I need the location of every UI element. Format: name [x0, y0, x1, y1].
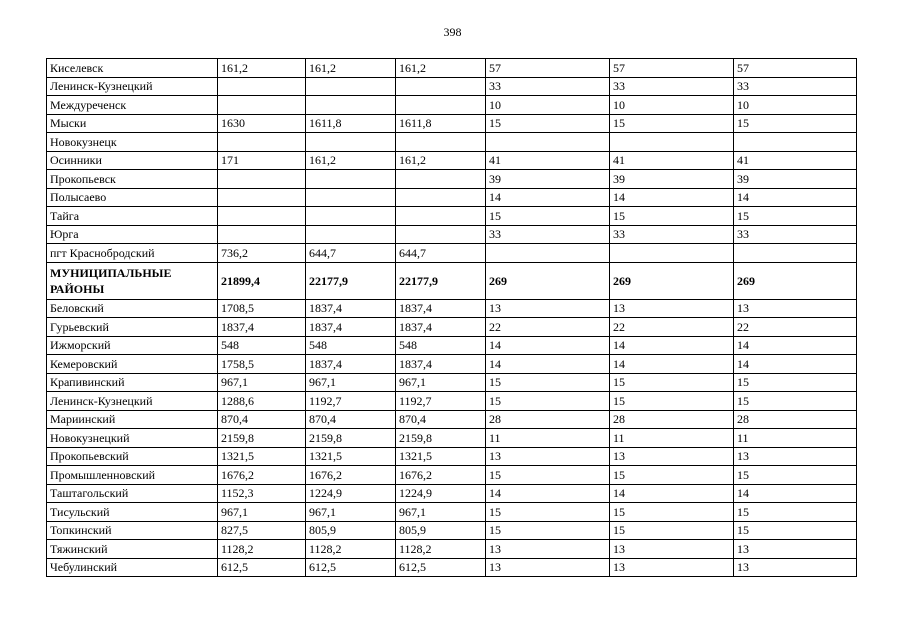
- value-cell-1: [218, 207, 306, 226]
- value-cell-5: 28: [610, 410, 734, 429]
- value-cell-6: 39: [734, 170, 857, 189]
- value-cell-5: 57: [610, 59, 734, 78]
- value-cell-6: [734, 133, 857, 152]
- value-cell-3: 612,5: [396, 558, 486, 577]
- value-cell-2: 161,2: [306, 59, 396, 78]
- value-cell-3: 1611,8: [396, 114, 486, 133]
- value-cell-2: [306, 207, 396, 226]
- value-cell-1: 1758,5: [218, 355, 306, 374]
- table-row: [47, 77, 857, 96]
- district-name-cell: Ижморский: [47, 336, 218, 355]
- value-cell-6: 33: [734, 77, 857, 96]
- district-name-cell: Прокопьевский: [47, 447, 218, 466]
- value-cell-2: 1224,9: [306, 484, 396, 503]
- value-cell-5: 41: [610, 151, 734, 170]
- table-row: [47, 503, 857, 522]
- value-cell-2: 1611,8: [306, 114, 396, 133]
- value-cell-2: [306, 188, 396, 207]
- district-name-cell: Прокопьевск: [47, 170, 218, 189]
- value-cell-4: 39: [486, 170, 610, 189]
- value-cell-1: [218, 133, 306, 152]
- value-cell-6: 15: [734, 114, 857, 133]
- district-name-cell: Таштагольский: [47, 484, 218, 503]
- value-cell-4: [486, 133, 610, 152]
- value-cell-1: 1128,2: [218, 540, 306, 559]
- value-cell-4: 10: [486, 96, 610, 115]
- value-cell-2: 548: [306, 336, 396, 355]
- table-row: [47, 466, 857, 485]
- value-cell-6: 15: [734, 392, 857, 411]
- value-cell-4: 15: [486, 392, 610, 411]
- district-name-cell: Промышленновский: [47, 466, 218, 485]
- value-cell-3: 1837,4: [396, 299, 486, 318]
- value-cell-1: 2159,8: [218, 429, 306, 448]
- table-row: [47, 96, 857, 115]
- table-row: [47, 373, 857, 392]
- value-cell-4: 33: [486, 77, 610, 96]
- district-name-cell: Ленинск-Кузнецкий: [47, 392, 218, 411]
- value-cell-1: 1837,4: [218, 318, 306, 337]
- value-cell-2: [306, 133, 396, 152]
- value-cell-3: 1224,9: [396, 484, 486, 503]
- value-cell-1: 21899,4: [218, 262, 306, 299]
- table-row: [47, 540, 857, 559]
- table-row: [47, 392, 857, 411]
- value-cell-5: 14: [610, 336, 734, 355]
- data-table: [46, 58, 857, 577]
- value-cell-1: [218, 96, 306, 115]
- value-cell-4: 22: [486, 318, 610, 337]
- district-name-cell: Междуреченск: [47, 96, 218, 115]
- table-row: [47, 355, 857, 374]
- table-row: [47, 133, 857, 152]
- value-cell-2: 805,9: [306, 521, 396, 540]
- district-name-cell: Крапивинский: [47, 373, 218, 392]
- value-cell-2: 2159,8: [306, 429, 396, 448]
- value-cell-2: 967,1: [306, 503, 396, 522]
- table-row: [47, 188, 857, 207]
- value-cell-1: [218, 77, 306, 96]
- value-cell-4: 33: [486, 225, 610, 244]
- value-cell-3: 1837,4: [396, 355, 486, 374]
- value-cell-4: 15: [486, 503, 610, 522]
- value-cell-1: [218, 170, 306, 189]
- district-name-cell: Тайга: [47, 207, 218, 226]
- value-cell-2: 1321,5: [306, 447, 396, 466]
- value-cell-3: [396, 77, 486, 96]
- value-cell-4: 15: [486, 466, 610, 485]
- table-row: [47, 299, 857, 318]
- value-cell-4: 15: [486, 521, 610, 540]
- value-cell-4: 28: [486, 410, 610, 429]
- table-body: [47, 59, 857, 577]
- table-row: [47, 558, 857, 577]
- value-cell-6: 13: [734, 540, 857, 559]
- value-cell-5: 15: [610, 373, 734, 392]
- value-cell-2: 612,5: [306, 558, 396, 577]
- value-cell-5: 15: [610, 114, 734, 133]
- value-cell-3: 1192,7: [396, 392, 486, 411]
- district-name-cell: Мыски: [47, 114, 218, 133]
- value-cell-4: 14: [486, 355, 610, 374]
- value-cell-6: 14: [734, 484, 857, 503]
- district-name-cell: Киселевск: [47, 59, 218, 78]
- value-cell-5: 15: [610, 392, 734, 411]
- value-cell-5: 14: [610, 355, 734, 374]
- value-cell-4: 14: [486, 188, 610, 207]
- value-cell-3: 161,2: [396, 59, 486, 78]
- district-name-cell: Гурьевский: [47, 318, 218, 337]
- value-cell-6: 15: [734, 466, 857, 485]
- table-row: [47, 336, 857, 355]
- value-cell-1: 1708,5: [218, 299, 306, 318]
- table-row: [47, 318, 857, 337]
- value-cell-2: 1676,2: [306, 466, 396, 485]
- value-cell-6: 269: [734, 262, 857, 299]
- value-cell-1: 1288,6: [218, 392, 306, 411]
- value-cell-3: [396, 188, 486, 207]
- district-name-cell: Чебулинский: [47, 558, 218, 577]
- district-name-cell: Новокузнецк: [47, 133, 218, 152]
- table-row: [47, 244, 857, 263]
- value-cell-2: 870,4: [306, 410, 396, 429]
- value-cell-2: 967,1: [306, 373, 396, 392]
- value-cell-2: [306, 225, 396, 244]
- value-cell-5: [610, 244, 734, 263]
- value-cell-4: 15: [486, 373, 610, 392]
- value-cell-4: 269: [486, 262, 610, 299]
- district-name-cell: Мариинский: [47, 410, 218, 429]
- table-row: [47, 114, 857, 133]
- value-cell-6: 15: [734, 503, 857, 522]
- value-cell-1: 1321,5: [218, 447, 306, 466]
- value-cell-4: 13: [486, 540, 610, 559]
- section-header-row: [47, 262, 857, 299]
- value-cell-2: [306, 170, 396, 189]
- value-cell-4: 57: [486, 59, 610, 78]
- value-cell-4: 14: [486, 336, 610, 355]
- value-cell-5: 10: [610, 96, 734, 115]
- value-cell-3: 1837,4: [396, 318, 486, 337]
- page-number: 398: [443, 25, 462, 39]
- value-cell-2: 161,2: [306, 151, 396, 170]
- value-cell-4: 13: [486, 447, 610, 466]
- value-cell-3: [396, 96, 486, 115]
- value-cell-6: 57: [734, 59, 857, 78]
- value-cell-6: 14: [734, 336, 857, 355]
- value-cell-1: 171: [218, 151, 306, 170]
- table-row: [47, 225, 857, 244]
- value-cell-3: [396, 225, 486, 244]
- value-cell-3: 1676,2: [396, 466, 486, 485]
- value-cell-3: [396, 170, 486, 189]
- district-name-cell: Ленинск-Кузнецкий: [47, 77, 218, 96]
- value-cell-6: [734, 244, 857, 263]
- value-cell-5: 13: [610, 540, 734, 559]
- table-row: [47, 521, 857, 540]
- district-name-cell: МУНИЦИПАЛЬНЫЕ РАЙОНЫ: [47, 262, 218, 299]
- value-cell-6: 15: [734, 373, 857, 392]
- value-cell-6: 15: [734, 207, 857, 226]
- value-cell-2: 1837,4: [306, 355, 396, 374]
- value-cell-5: 13: [610, 299, 734, 318]
- value-cell-1: 967,1: [218, 503, 306, 522]
- value-cell-4: 15: [486, 207, 610, 226]
- value-cell-4: 13: [486, 299, 610, 318]
- value-cell-3: 967,1: [396, 373, 486, 392]
- value-cell-4: 41: [486, 151, 610, 170]
- district-name-cell: Кемеровский: [47, 355, 218, 374]
- table-row: [47, 410, 857, 429]
- table-row: [47, 151, 857, 170]
- value-cell-2: 1128,2: [306, 540, 396, 559]
- table-row: [47, 447, 857, 466]
- value-cell-3: 1128,2: [396, 540, 486, 559]
- value-cell-6: 33: [734, 225, 857, 244]
- value-cell-1: 161,2: [218, 59, 306, 78]
- value-cell-3: [396, 133, 486, 152]
- value-cell-2: 1837,4: [306, 299, 396, 318]
- value-cell-3: 1321,5: [396, 447, 486, 466]
- value-cell-2: [306, 77, 396, 96]
- value-cell-5: 13: [610, 447, 734, 466]
- value-cell-1: 967,1: [218, 373, 306, 392]
- value-cell-6: 14: [734, 188, 857, 207]
- table-row: [47, 429, 857, 448]
- district-name-cell: пгт Краснобродский: [47, 244, 218, 263]
- value-cell-3: [396, 207, 486, 226]
- value-cell-4: 14: [486, 484, 610, 503]
- value-cell-6: 13: [734, 558, 857, 577]
- value-cell-3: 967,1: [396, 503, 486, 522]
- value-cell-5: 14: [610, 188, 734, 207]
- value-cell-3: 2159,8: [396, 429, 486, 448]
- value-cell-6: 15: [734, 521, 857, 540]
- value-cell-5: 15: [610, 521, 734, 540]
- value-cell-1: [218, 225, 306, 244]
- value-cell-2: 22177,9: [306, 262, 396, 299]
- value-cell-4: [486, 244, 610, 263]
- value-cell-1: 612,5: [218, 558, 306, 577]
- district-name-cell: Тяжинский: [47, 540, 218, 559]
- value-cell-5: 11: [610, 429, 734, 448]
- district-name-cell: Осинники: [47, 151, 218, 170]
- value-cell-4: 13: [486, 558, 610, 577]
- table-row: [47, 59, 857, 78]
- value-cell-3: 22177,9: [396, 262, 486, 299]
- value-cell-6: 14: [734, 355, 857, 374]
- value-cell-6: 22: [734, 318, 857, 337]
- value-cell-6: 13: [734, 299, 857, 318]
- value-cell-1: [218, 188, 306, 207]
- district-name-cell: Беловский: [47, 299, 218, 318]
- table-row: [47, 484, 857, 503]
- value-cell-2: 1192,7: [306, 392, 396, 411]
- district-name-cell: Тисульский: [47, 503, 218, 522]
- district-name-cell: Юрга: [47, 225, 218, 244]
- value-cell-4: 11: [486, 429, 610, 448]
- value-cell-5: 22: [610, 318, 734, 337]
- value-cell-5: 15: [610, 466, 734, 485]
- value-cell-1: 1152,3: [218, 484, 306, 503]
- value-cell-5: 15: [610, 503, 734, 522]
- value-cell-5: 14: [610, 484, 734, 503]
- value-cell-3: 870,4: [396, 410, 486, 429]
- district-name-cell: Новокузнецкий: [47, 429, 218, 448]
- value-cell-5: 33: [610, 225, 734, 244]
- value-cell-5: 15: [610, 207, 734, 226]
- table-row: [47, 207, 857, 226]
- value-cell-3: 161,2: [396, 151, 486, 170]
- value-cell-5: 269: [610, 262, 734, 299]
- value-cell-2: 1837,4: [306, 318, 396, 337]
- district-name-cell: Топкинский: [47, 521, 218, 540]
- value-cell-3: 644,7: [396, 244, 486, 263]
- value-cell-1: 1630: [218, 114, 306, 133]
- district-name-cell: Полысаево: [47, 188, 218, 207]
- value-cell-6: 41: [734, 151, 857, 170]
- value-cell-6: 28: [734, 410, 857, 429]
- value-cell-1: 548: [218, 336, 306, 355]
- value-cell-3: 805,9: [396, 521, 486, 540]
- value-cell-3: 548: [396, 336, 486, 355]
- value-cell-2: [306, 96, 396, 115]
- value-cell-6: 11: [734, 429, 857, 448]
- value-cell-5: 13: [610, 558, 734, 577]
- value-cell-5: 33: [610, 77, 734, 96]
- value-cell-4: 15: [486, 114, 610, 133]
- value-cell-1: 736,2: [218, 244, 306, 263]
- value-cell-6: 13: [734, 447, 857, 466]
- value-cell-5: [610, 133, 734, 152]
- value-cell-2: 644,7: [306, 244, 396, 263]
- value-cell-1: 870,4: [218, 410, 306, 429]
- value-cell-1: 1676,2: [218, 466, 306, 485]
- value-cell-1: 827,5: [218, 521, 306, 540]
- table-row: [47, 170, 857, 189]
- value-cell-6: 10: [734, 96, 857, 115]
- value-cell-5: 39: [610, 170, 734, 189]
